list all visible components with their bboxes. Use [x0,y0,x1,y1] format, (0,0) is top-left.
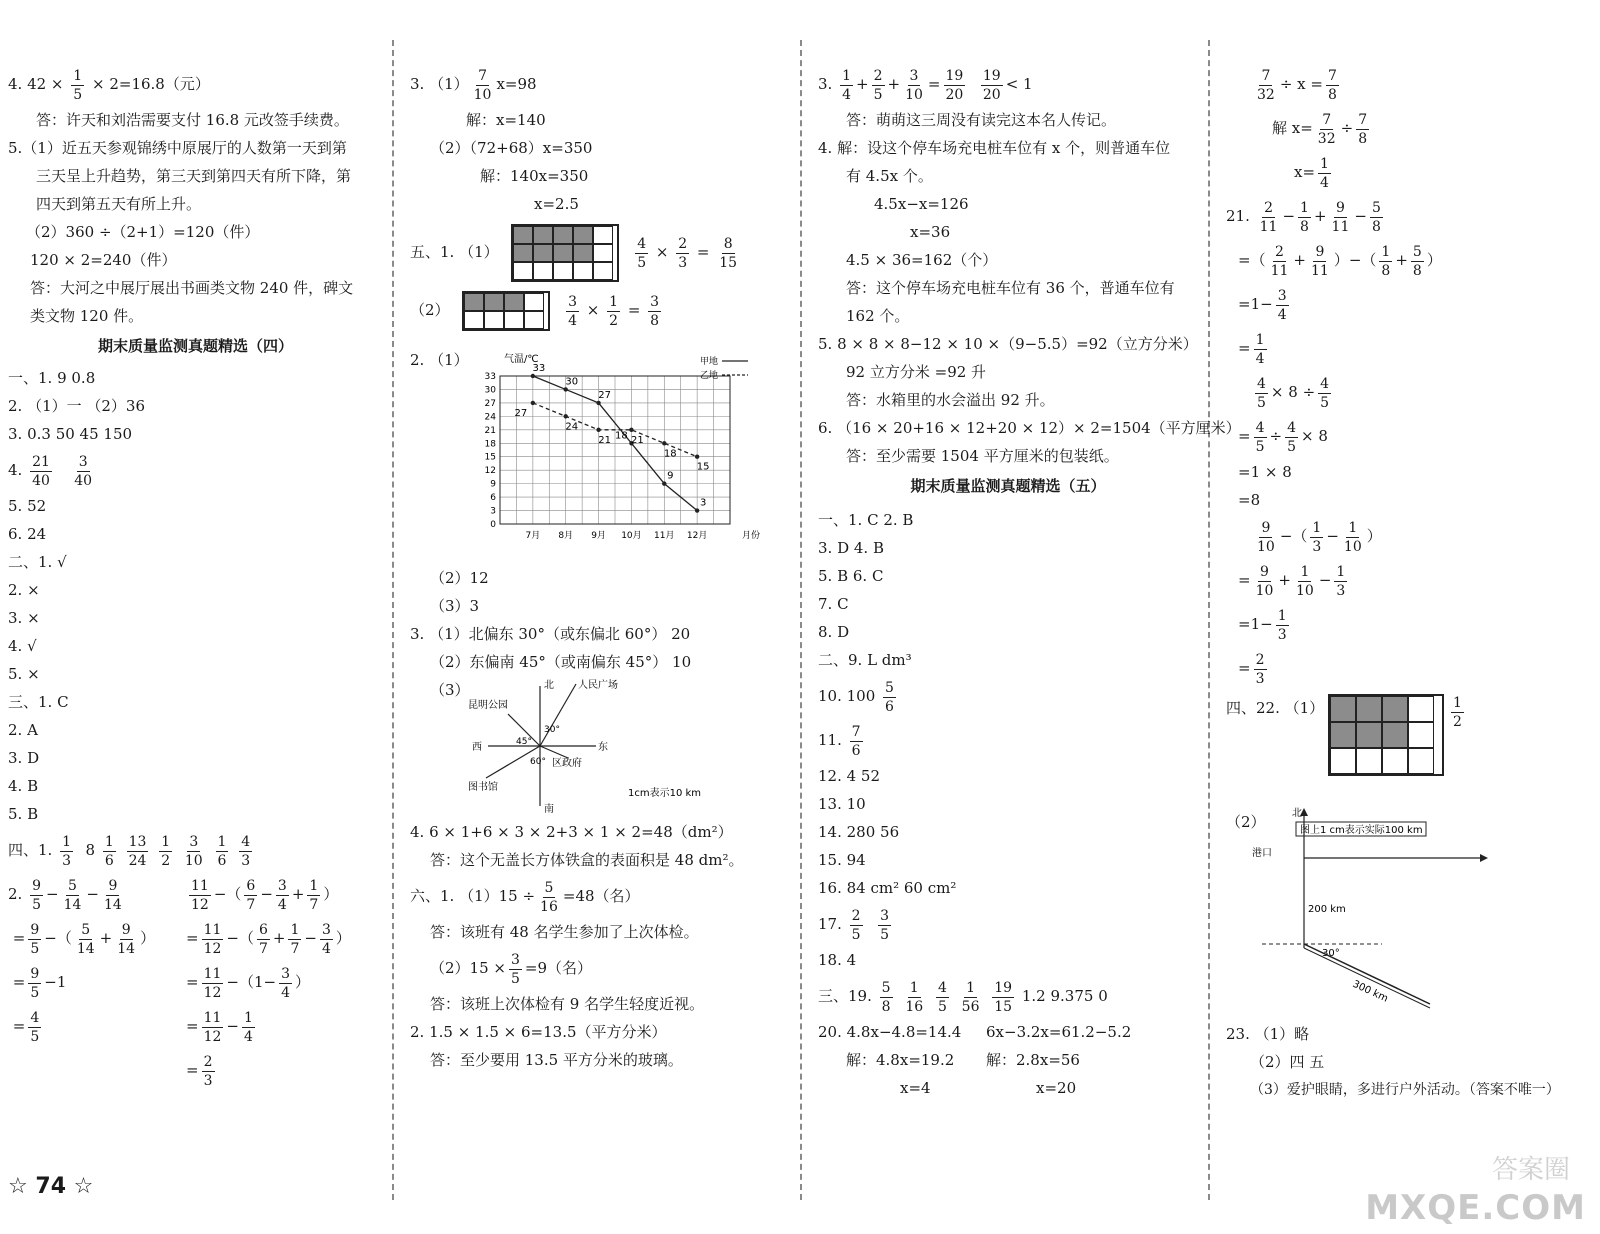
answer-line: 3. D 4. B [818,539,884,557]
answer-line: x=2.5 [534,195,579,213]
answer-line: 6. （16 × 20+16 × 12+20 × 12）× 2=1504（平方厘米） [818,419,1241,437]
answer-line: 解：140x=350 [480,167,589,185]
answer-line: =8 [1238,491,1261,509]
compass-block: （3） 北 南 东 西 人民广场 昆明公园 区政府 图书馆 30° 45° 60° 1cm表示10 km [410,676,790,814]
column-4 [1226,62,1592,1104]
answer-line: 4. 6 × 1+6 × 3 × 2+3 × 1 × 2=48（dm²） [410,823,733,841]
answer-line: 三、1. C [8,693,69,711]
answer-line: 16. 84 cm² 60 cm² [818,879,957,897]
data-label: 15 [696,461,710,473]
answer-line: 答：该班上次体检有 9 名学生轻度近视。 [430,995,705,1013]
data-label: 33 [532,363,546,374]
answer-line: 3. × [8,609,40,627]
answer-line: 5. B [8,805,39,823]
data-label: 18 [615,430,628,442]
answer-line: 3. D [8,749,40,767]
answer-line: x=36 [910,223,951,241]
fraction-grid [462,291,550,331]
fraction-grid [511,224,619,282]
x-tick-label: 7月 [525,531,541,541]
data-label: 21 [631,434,644,446]
y-tick-label: 15 [484,452,496,463]
legend-label: 乙地 [699,371,718,381]
answer-line: 答：大河之中展厅展出书画类文物 240 件，碑文 [30,279,354,297]
data-point [564,414,568,418]
data-label: 24 [565,421,579,433]
answer-line: 五、1. （1） $\frac{4}{5}$ × $\frac{2}{3}$ = $\frac{8}{15}$ [410,224,790,278]
y-tick-label: 0 [490,520,496,530]
answer-line: 类文物 120 件。 [30,307,144,325]
answer-line: =1− $\frac{1}{3}$ [1238,607,1287,643]
x-tick-label: 10月 [621,531,642,541]
answer-line: 92 立方分米 =92 升 [846,363,987,381]
column-1 [8,62,383,1089]
column-2 [410,62,790,1074]
route-map [1252,808,1552,1020]
answer-line: $\frac{4}{5}$ × 8 ÷ $\frac{4}{5}$ [1257,375,1330,411]
answer-line: （3）3 [430,597,480,615]
south-label: 南 [544,804,554,815]
answer-line: 5. B 6. C [818,567,884,585]
grid-block: 四、22. （1） $\frac{1}{2}$ [1226,694,1592,798]
answer-line: = $\frac{4}{5}$ ÷ $\frac{4}{5}$ × 8 [1238,419,1328,455]
answer-line: 14. 280 56 [818,823,900,841]
answer-line: 答：至少要用 13.5 平方分米的玻璃。 [430,1051,683,1069]
angle-label: 60° [530,757,546,767]
answer-line: （2）12 [430,569,489,587]
answer-line: 5. 8 × 8 × 8−12 × 10 ×（9−5.5）=92（立方分米） [818,335,1198,353]
x-tick-label: 11月 [654,531,675,541]
fraction-grid [1328,694,1444,776]
answer-line: 12. 4 52 [818,767,881,785]
data-point [629,428,633,432]
watermark: MXQE.COM [1365,1188,1586,1228]
angle-label: 30° [544,725,560,735]
answer-line: 答：这个停车场充电桩车位有 36 个，普通车位有 [846,279,1175,297]
answer-line: 15. 94 [818,851,866,869]
answer-line: 一、1. 9 0.8 [8,369,96,387]
temperature-chart-block: 2. （1） 0 3 6 9 12 15 18 21 24 27 30 33 7月 8月 9月 10月 11月 12月 月份 气温/℃ 甲地 乙地 33 30 27 18 9 3 27 24 21 21 18 15 [410,346,790,564]
answer-line: x= $\frac{1}{4}$ [1294,155,1329,191]
distance-label: 200 km [1308,904,1346,915]
answer-line: 六、1. （1）15 ÷ $\frac{5}{16}$ =48（名） [410,879,640,915]
answer-line: 4. 解：设这个停车场充电桩车位有 x 个，则普通车位 [818,139,1171,157]
answer-line: 4. B [8,777,39,795]
answer-line: 13. 10 [818,795,866,813]
answer-line: 4. $\frac{21}{40}$ $\frac{3}{40}$ [8,453,93,489]
answer-line: 答：该班有 48 名学生参加了上次体检。 [430,923,699,941]
answer-line: 一、1. C 2. B [818,511,914,529]
distance-label: 300 km [1350,978,1390,1005]
answer-line: 5.（1）近五天参观锦绣中原展厅的人数第一天到第 [8,139,347,157]
north-label: 北 [544,680,554,691]
answer-line: 3. $\frac{1}{4}$ + $\frac{2}{5}$ + $\frac{3}{10}$ = $\frac{19}{20}$ $\frac{19}{20}$ < 1 [818,67,1033,103]
answer-line: x=4 x=20 [900,1079,1077,1097]
data-point [662,481,666,485]
answer-line: 3. 0.3 50 45 150 [8,425,133,443]
answer-line: 21. $\frac{2}{11}$ − $\frac{1}{8}$ + $\frac{9}{11}$ − $\frac{5}{8}$ [1226,199,1381,235]
answer-line: =1 × 8 [1238,463,1292,481]
answer-line: = $\frac{9}{10}$ + $\frac{1}{10}$ − $\frac{1}{3}$ [1238,563,1346,599]
answer-line: 4. 42 × $\frac{1}{5}$ × 2=16.8（元） [8,67,210,103]
answer-line: 17. $\frac{2}{5}$ $\frac{3}{5}$ [818,907,890,943]
park-label: 人民广场 [578,680,618,691]
answer-line: 3. （1）北偏东 30°（或东偏北 60°） 20 [410,625,691,643]
answer-line: （2）15 × $\frac{3}{5}$ =9（名） [430,951,593,987]
answer-line: 2. 1.5 × 1.5 × 6=13.5（平方分米） [410,1023,667,1041]
data-point [531,401,535,405]
y-tick-label: 9 [490,479,496,490]
answer-line: 20. 4.8x−4.8=14.4 6x−3.2x=61.2−5.2 [818,1023,1132,1041]
x-axis-label: 月份 [742,531,761,541]
page-number: ☆ 74 ☆ [8,1174,94,1199]
y-tick-label: 3 [490,506,496,517]
answer-line: 120 × 2=240（件） [30,251,177,269]
angle-label: 45° [516,737,532,747]
west-label: 西 [472,742,482,753]
data-point [695,455,699,459]
answer-line: $\frac{7}{32}$ ÷ x = $\frac{7}{8}$ [1257,67,1337,103]
answer-line: 162 个。 [846,307,910,325]
answer-line: 解 x= $\frac{7}{32}$ ÷ $\frac{7}{8}$ [1272,111,1368,147]
answer-line: 3. （1） $\frac{7}{10}$ x=98 [410,67,537,103]
data-label: 3 [699,497,707,509]
harbor-label: 港口 [1252,848,1272,859]
x-tick-label: 12月 [686,531,708,541]
y-tick-label: 24 [484,412,496,423]
answer-line: 解：x=140 [466,111,546,129]
data-label: 30 [565,376,579,388]
answer-line: 5. 52 [8,497,47,515]
y-tick-label: 33 [484,372,496,382]
data-point [531,374,535,378]
scale-label: 1cm表示10 km [628,788,702,799]
answer-line: （2）（72+68）x=350 [430,139,593,157]
answer-line: 2. × [8,581,40,599]
answer-line: 5. × [8,665,40,683]
fraction: $\frac{1}{5}$ [73,67,83,103]
scale-label: 图上1 cm表示实际100 km [1300,825,1423,836]
data-point [564,387,568,391]
column-divider [800,40,802,1200]
data-point [596,401,600,405]
answer-line: 三天呈上升趋势，第三天到第四天有所下降，第 [36,167,352,185]
data-point [596,428,600,432]
answer-line: 4. √ [8,637,37,655]
column-divider [392,40,394,1200]
data-point [695,508,699,512]
answer-line: 答：水箱里的水会溢出 92 升。 [846,391,1055,409]
kunming-label: 昆明公园 [468,700,508,711]
column-3 [818,62,1241,1102]
answer-line: 8. D [818,623,850,641]
column-divider [1208,40,1210,1200]
answer-line: 10. 100 $\frac{5}{6}$ [818,679,894,715]
answer-line: 4.5 × 36=162（个） [846,251,998,269]
y-tick-label: 18 [484,439,496,450]
answer-line: 二、1. √ [8,553,67,571]
data-label: 27 [514,407,528,419]
data-label: 9 [667,470,674,482]
data-point [662,441,666,445]
answer-line: （2）四 五 [1250,1053,1325,1071]
calculation-block: 2. $\frac{9}{5}$ − $\frac{5}{14}$ − $\frac{9}{14}$ = $\frac{9}{5}$ −（ $\frac{5}{14}$ + $\frac{9}{14}$ ） = $\frac{9}{5}$ −1 = $\frac{4}{5}$ $\frac{11}{12}$ −（ $\frac{6}{7}$ − $\frac{3}{4}$ + $\frac{1}{7}$ ） = $\frac{11}{12}$ −（ $\frac{6}{7}$ + $\frac{1}{7}$ − $\frac{3}{4}$ ） = $\frac{11}{12}$ −（1− $\frac{3}{4}$ ） = $\frac{11}{12}$ − $\frac{1}{4}$ = $\frac{2}{3}$ [8,877,351,1089]
y-tick-label: 21 [484,425,496,436]
y-tick-label: 27 [484,398,496,409]
answer-line: 四天到第五天有所上升。 [36,195,202,213]
answer-line: 2. （1）一 （2）36 [8,397,146,415]
answer-line: 23. （1）略 [1226,1025,1310,1043]
data-label: 18 [663,448,677,460]
section-title: 期末质量监测真题精选（四） [97,337,293,355]
answer-line: 2. A [8,721,38,739]
answer-line: 答：萌萌这三周没有读完这本名人传记。 [846,111,1117,129]
answer-line: （3）爱护眼睛，多进行户外活动。（答案不唯一） [1250,1082,1560,1098]
section-title: 期末质量监测真题精选（五） [910,477,1106,495]
direction-diagram [468,676,768,814]
angle-label: 30° [1322,948,1340,959]
y-axis-label: 气温/℃ [504,354,539,365]
data-label: 21 [598,434,611,446]
answer-line: 11. $\frac{7}{6}$ [818,723,861,759]
x-tick-label: 8月 [558,531,574,541]
answer-line: = $\frac{2}{3}$ [1238,651,1265,687]
answer-line: 解：4.8x=19.2 解：2.8x=56 [846,1051,1080,1069]
library-label: 图书馆 [468,782,498,793]
answer-line: $\frac{9}{10}$ −（ $\frac{1}{3}$ − $\frac{1}{10}$ ） [1257,519,1382,555]
answer-line: 7. C [818,595,849,613]
y-tick-label: 6 [490,493,496,504]
answer-line: = $\frac{1}{4}$ [1238,331,1265,367]
answer-line: （2）东偏南 45°（或南偏东 45°） 10 [430,653,692,671]
data-label: 27 [598,389,611,401]
answer-line: （2）360 ÷（2+1）=120（件） [26,223,260,241]
line-chart [440,346,790,564]
east-label: 东 [598,742,608,753]
answer-line: 三、19. $\frac{5}{8}$ $\frac{1}{16}$ $\frac{4}{5}$ $\frac{1}{56}$ $\frac{19}{15}$ 1.2 9.375 0 [818,979,1108,1015]
answer-line: 答：至少需要 1504 平方厘米的包装纸。 [846,447,1119,465]
answer-line: 6. 24 [8,525,47,543]
watermark-cn: 答案圈 [1491,1155,1570,1185]
answer-line: =（ $\frac{2}{11}$ + $\frac{9}{11}$ ）−（ $\frac{1}{8}$ + $\frac{5}{8}$ ） [1238,243,1442,279]
answer-line: =1− $\frac{3}{4}$ [1238,287,1287,323]
answer-line: 18. 4 [818,951,857,969]
answer-line: 答：这个无盖长方体铁盒的表面积是 48 dm²。 [430,851,744,869]
map-block: （2） 北 图上1 cm表示实际100 km 港口 200 km 30° 300 km [1226,808,1592,1020]
y-tick-label: 12 [484,466,496,477]
answer-line: 有 4.5x 个。 [846,167,933,185]
answer-line: 二、9. L dm³ [818,651,912,669]
legend-label: 甲地 [699,357,718,367]
answer-line: （2） $\frac{3}{4}$ × $\frac{1}{2}$ = $\frac{3}{8}$ [410,282,790,338]
north-label: 北 [1292,808,1302,819]
y-tick-label: 30 [484,385,496,396]
answer-line: 答：许天和刘浩需要支付 16.8 元改签手续费。 [36,111,349,129]
x-tick-label: 9月 [591,531,606,541]
answer-line: 4.5x−x=126 [874,195,969,213]
gov-label: 区政府 [552,758,582,769]
answer-line: 四、1. $\frac{1}{3}$ 8 $\frac{1}{6}$ $\frac{13}{24}$ $\frac{1}{2}$ $\frac{3}{10}$ $\frac{1}{6}$ $\frac{4}{3}$ [8,833,251,869]
